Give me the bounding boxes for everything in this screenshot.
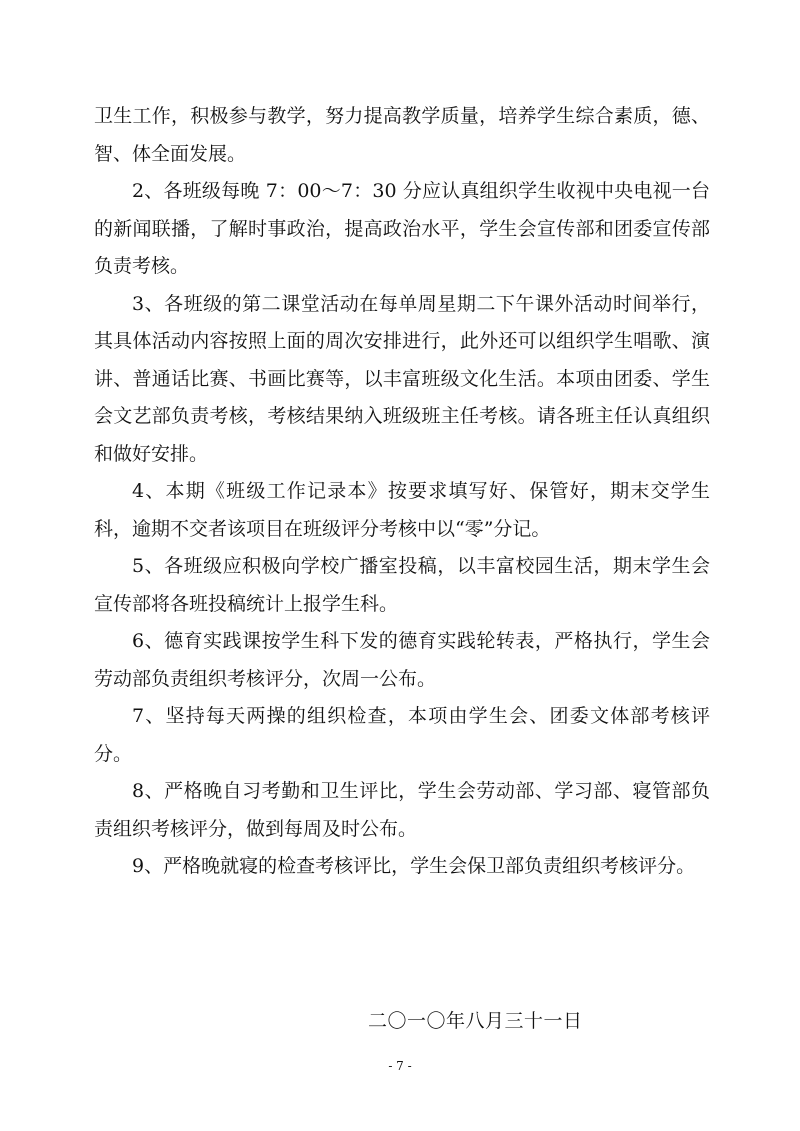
document-date: 二〇一〇年八月三十一日 xyxy=(368,1010,583,1032)
paragraph-item-4: 4、本期《班级工作记录本》按要求填写好、保管好，期末交学生科，逾期不交者该项目在班级评分考核中以“零”分记。 xyxy=(94,480,710,540)
document-body xyxy=(94,98,710,886)
paragraph-item-6: 6、德育实践课按学生科下发的德育实践轮转表，严格执行，学生会劳动部负责组织考核评分，次周一公布。 xyxy=(94,630,710,690)
paragraph-item-9: 9、严格晚就寝的检查考核评比，学生会保卫部负责组织考核评分。 xyxy=(132,855,696,877)
paragraph-item-3: 3、各班级的第二课堂活动在每单周星期二下午课外活动时间举行，其具体活动内容按照上面的周次安排进行，此外还可以组织学生唱歌、演讲、普通话比赛、书画比赛等，以丰富班级文化生活。本项由团委、学生会文艺部负责考核，考核结果纳入班级班主任考核。请各班主任认真组织和做好安排。 xyxy=(94,292,710,465)
page-number: - 7 - xyxy=(388,1059,412,1073)
paragraph-item-5: 5、各班级应积极向学校广播室投稿，以丰富校园生活，期末学生会宣传部将各班投稿统计上报学生科。 xyxy=(94,555,710,615)
paragraph-item-2: 2、各班级每晚 7：00～7：30 分应认真组织学生收视中央电视一台的新闻联播，了解时事政治，提高政治水平，学生会宣传部和团委宣传部负责考核。 xyxy=(94,180,710,277)
paragraph-item-7: 7、坚持每天两操的组织检查，本项由学生会、团委文体部考核评分。 xyxy=(94,705,710,765)
paragraph-item-8: 8、严格晚自习考勤和卫生评比，学生会劳动部、学习部、寝管部负责组织考核评分，做到每周及时公布。 xyxy=(94,780,710,840)
paragraph-continued: 卫生工作，积极参与教学，努力提高教学质量，培养学生综合素质，德、智、体全面发展。 xyxy=(94,105,710,165)
